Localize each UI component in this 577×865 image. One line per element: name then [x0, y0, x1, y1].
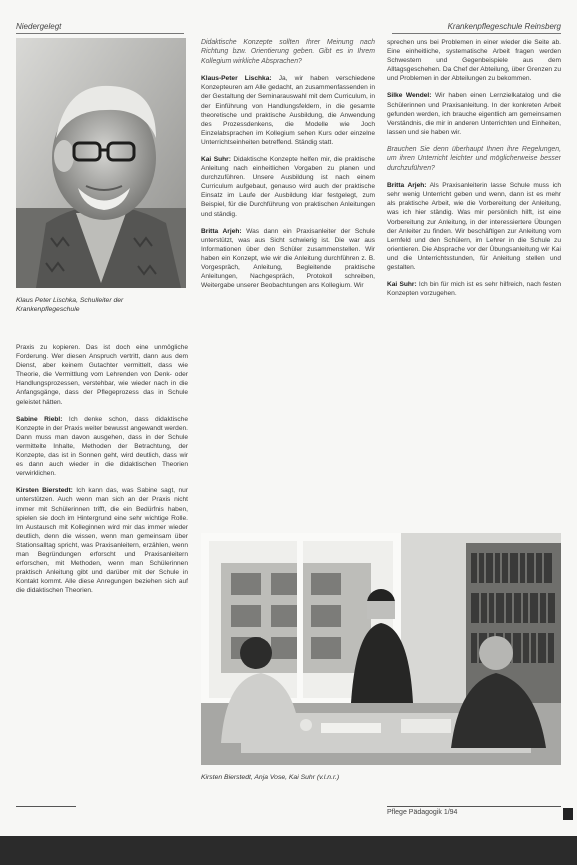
speaker-name: Britta Arjeh: [201, 227, 242, 235]
group-photo-caption: Kirsten Bierstedt, Anja Vose, Kai Suhr (v.l.n.r.) [201, 774, 340, 781]
interview-answer [201, 155, 375, 219]
header-rule-right [392, 33, 561, 34]
answer-text: Ich denke schon, dass didaktische Konzepte in der Praxis weiter bewusst angewandt werden. Dann muss man davon ausgehen, dass in der Schule vermittelte Inhalte, Methoden der Betrachtung, der Konzepte, das ist in Sonnen geht, wird deutlich, dass wir es dann auch wieder in die didaktischen Theorien verwirklichen. [16, 415, 188, 478]
interview-answer [16, 415, 188, 479]
text-column-left [16, 343, 188, 681]
portrait-caption: Klaus Peter Lischka, Schulleiter der Krankenpflegeschule [16, 297, 124, 313]
interview-answer [387, 280, 561, 298]
footer-page-marker [563, 808, 573, 820]
speaker-name: Kai Suhr: [387, 281, 417, 289]
answer-text: Als Praxisanleiterin lasse Schule muss ich sehr wenig Unterricht geben und wenn, dann ist es mehr als praktische Arbeit, wie die Vorbereitung der Anleitung, was ich hier ständig. Was mir persönlich hilft, ist eine Vorbereitung zur Anleitung, in der interessiertere Übungen der Anleiter zu finden. Wir beschäftigen zur Anleitung vom Lernfeld und den Schülern, im Lehrer in die Schule zu orientieren. Die Absprache vor der Übungsanleitung wir Kai und die Unterrichtsstunden, für Anleitung stellen und gestalten. [387, 182, 561, 271]
group-photo [201, 533, 561, 765]
text-column-right [387, 38, 561, 510]
paragraph-text: sprechen uns bei Problemen in einer wieder die Seite ab. Eine einheitliche, systematische Arbeit fragen werden Schwestern und Gegenbeispiele aus dem Alltagsgeschehen. Da Chef der Abteilung, über Grenzen zu und Problemen in der Abteilungen zu bekommen. [387, 39, 561, 83]
paragraph-text: Praxis zu kopieren. Das ist doch eine unmögliche Forderung. Wer diesen Anspruch vertritt, dann aus dem Dienst, aber keinem Gutachter vermittelt, dass wie Theorie, die Vermittlung vom Lehrenden von Denk- oder Handlungsprozessen, verstehbar, wie wieder nach in die Anfangsgänge, dass der Pflegeprozess das in Schule geleistet hätten. [16, 344, 188, 406]
text-column-middle [201, 38, 375, 500]
header-publication-label: Krankenpflegeschule Reinsberg [447, 22, 561, 31]
answer-text: Ich kann das, was Sabine sagt, nur unterstützen. Auch wenn man sich an der Praxis nicht immer mit Schülerinnen trifft, die ein Bedürfnis haben, spielen sie doch im Hintergrund eine sehr wichtige Rolle. Im Austausch mit Kolleginnen wird mir das immer wieder deutlich, denn die wissen, wenn man gemeinsam über Stationsalltag spricht, was Praxisanleitern, erzählen, wenn man Begründungen erforscht und Praxisanleitern erforschen, mit Methoden, wenn man Schülerinnen praktisch Anleitung gibt und darüber mit der Schule in Kontakt kommt. Alle diese Anregungen beziehen sich auf die didaktischen Theorien. [16, 487, 188, 595]
interview-answer [201, 227, 375, 291]
interview-answer [387, 181, 561, 272]
question-text: Brauchen Sie denn überhaupt Ihnen ihre Regelungen, um ihren Unterricht leichter und möglicherweise besser durchzuführen? [387, 145, 561, 172]
answer-text: Was dann ein Praxisanleiter der Schule unterstützt, was aus Sicht schwierig ist. Die war aus Informationen über den Schüler zusammenstellen. Wir haben ein Konzept, wie wir die Anleitung durchführen z. B. Vorgespräch, Anleitung, Begleitende praktische Anleitungen, Nachgespräch, Protokoll schreiben, Weitergabe unserer Beobachtungen ans Kollegium. Wir [201, 227, 375, 290]
footer-rule-right [387, 806, 561, 807]
interview-answer [16, 486, 188, 595]
speaker-name: Sabine Riebl: [16, 415, 63, 423]
question-text: Didaktische Konzepte sollten Ihrer Meinung nach Richtung bzw. Orientierung geben. Gibt es in Ihrem Kollegium wirkliche Absprachen? [201, 39, 375, 65]
interview-question [387, 145, 561, 173]
answer-text: Ich bin für mich ist es sehr hilfreich, nach festen Konzepten vorzugehen. [387, 281, 561, 298]
body-paragraph [387, 38, 561, 83]
interview-answer [387, 91, 561, 136]
speaker-name: Silke Wendel: [387, 92, 432, 100]
speaker-name: Kirsten Bierstedt: [16, 487, 73, 495]
answer-text: Ja, wir haben verschiedene Konzepteuren am Alle gedacht, an zusammenfassenden in der Gestaltung der Seminarauswahl mit dem Curriculum, in der Einführung von Handlungsfeldern, in die gesamte theoretische und praktische Ausbildung, die Anwendung des Prozessdenkens, die Modelle wie Joch Einzelabsprachen im Kollegium sehen Kurs oder einzelne Unterrichtseinheiten betreffend. Ständig statt. [201, 75, 375, 146]
footer-issue-label: Pflege Pädagogik 1/94 [387, 809, 458, 816]
footer-rule-left [16, 806, 76, 807]
speaker-name: Kai Suhr: [201, 155, 231, 163]
interview-answer [201, 74, 375, 147]
header-rule-left [16, 33, 184, 34]
body-paragraph [16, 343, 188, 407]
answer-text: Wir haben einen Lernzielkatalog und die Schülerinnen und Praxisanleitung. In der konkreten Arbeit gefunden werden, ich brauche eigentlich am gemeinsamen Verständnis, die mir in anderen Unterrichten und Einheiten, lassen und sie haben wir. [387, 92, 561, 136]
answer-text: Didaktische Konzepte helfen mir, die praktische Anleitung nach einheitlichen Vorgaben zu planen und durchzuführen. Unsere Ausbildung ist nach einem Curriculum aufgebaut, genauso wird auch der praktische Einsatz im Laufe der Ausbildung klar festgelegt, zum Beispiel, für die Durchführung von praktischen Anleitungen und ständig. [201, 155, 375, 218]
footer-dark-bar [0, 836, 577, 865]
interview-question [201, 38, 375, 66]
portrait-photo [16, 38, 186, 288]
speaker-name: Klaus-Peter Lischka: [201, 75, 272, 83]
speaker-name: Britta Arjeh: [387, 182, 427, 190]
header-section-label: Niedergelegt [16, 22, 62, 31]
